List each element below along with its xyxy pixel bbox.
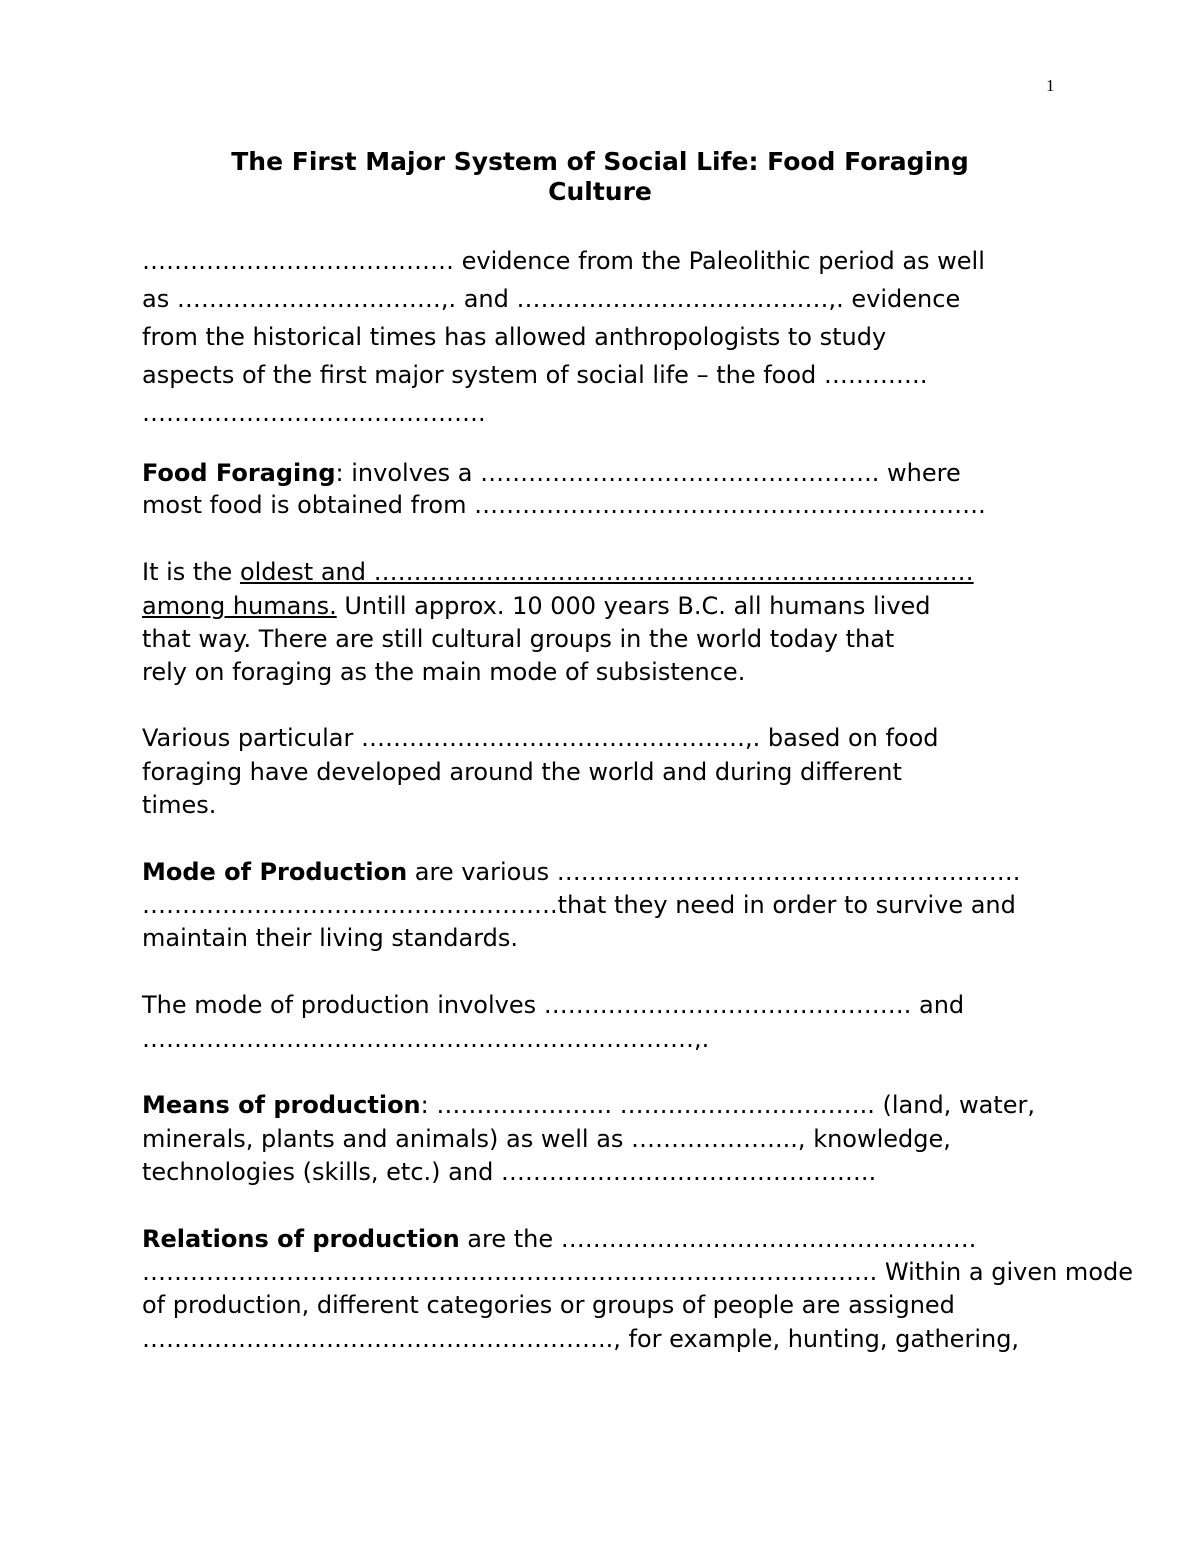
text-line: most food is obtained from ………………………………………………………. xyxy=(142,491,986,519)
text-line: Various particular …………………………………………,. based on food xyxy=(142,724,939,752)
page-number: 1 xyxy=(1046,76,1055,95)
title-line-1: The First Major System of Social Life: Food Foraging xyxy=(231,147,969,176)
text-line: ……………………………………………………………………………….. Within a given mode xyxy=(142,1258,1133,1286)
text-line: as ……………………………,. and …………………………………,. evidence xyxy=(142,285,961,313)
text-span: It is the xyxy=(142,558,240,586)
text-line: …………………………………………….that they need in order to survive and xyxy=(142,891,1016,919)
underlined-text: oldest and ………………………………………………………………… xyxy=(239,558,974,586)
text-line: technologies (skills, etc.) and ……………………………………….. xyxy=(142,1158,877,1186)
text-line xyxy=(142,1090,1035,1120)
text-span: are the ……………………………………………. xyxy=(459,1225,977,1253)
text-line: aspects of the first major system of social life – the food …………. xyxy=(142,361,928,389)
text-line xyxy=(142,857,1020,887)
text-line xyxy=(142,1224,976,1254)
term-mode-of-production: Mode of Production xyxy=(142,858,408,886)
text-line: ……………………………………. xyxy=(142,399,486,427)
term-relations-of-production: Relations of production xyxy=(142,1225,460,1253)
text-line: The mode of production involves ………………………………………. and xyxy=(142,991,965,1019)
term-food-foraging: Food Foraging xyxy=(142,459,336,487)
text-line: minerals, plants and animals) as well as ………………..., knowledge, xyxy=(142,1125,951,1153)
text-span: : …………………. ………………………….. (land, water, xyxy=(420,1091,1035,1119)
text-line xyxy=(142,591,931,621)
text-line: ………………………………………………….., for example, hunting, gathering, xyxy=(142,1325,1020,1353)
text-line: that way. There are still cultural groups in the world today that xyxy=(142,625,895,653)
text-line: ………………………………… evidence from the Paleolithic period as well xyxy=(142,247,985,275)
text-span: are various …………………………………………………. xyxy=(407,858,1021,886)
text-span: Untill approx. 10 000 years B.C. all humans lived xyxy=(336,592,931,620)
text-line xyxy=(142,458,961,488)
text-line xyxy=(142,557,974,587)
term-means-of-production: Means of production xyxy=(142,1091,421,1119)
underlined-text: among humans. xyxy=(142,592,337,620)
text-line: rely on foraging as the main mode of subsistence. xyxy=(142,658,746,686)
text-line: times. xyxy=(142,791,217,819)
text-line: maintain their living standards. xyxy=(142,924,519,952)
text-line: from the historical times has allowed anthropologists to study xyxy=(142,323,887,351)
text-span: : involves a ………………………………………….. where xyxy=(335,459,961,487)
document-title xyxy=(150,147,1050,207)
text-line: of production, different categories or groups of people are assigned xyxy=(142,1291,955,1319)
text-line: foraging have developed around the world and during different xyxy=(142,758,902,786)
title-line-2: Culture xyxy=(548,177,652,206)
text-line: ……………………………………………………………,. xyxy=(142,1025,710,1053)
